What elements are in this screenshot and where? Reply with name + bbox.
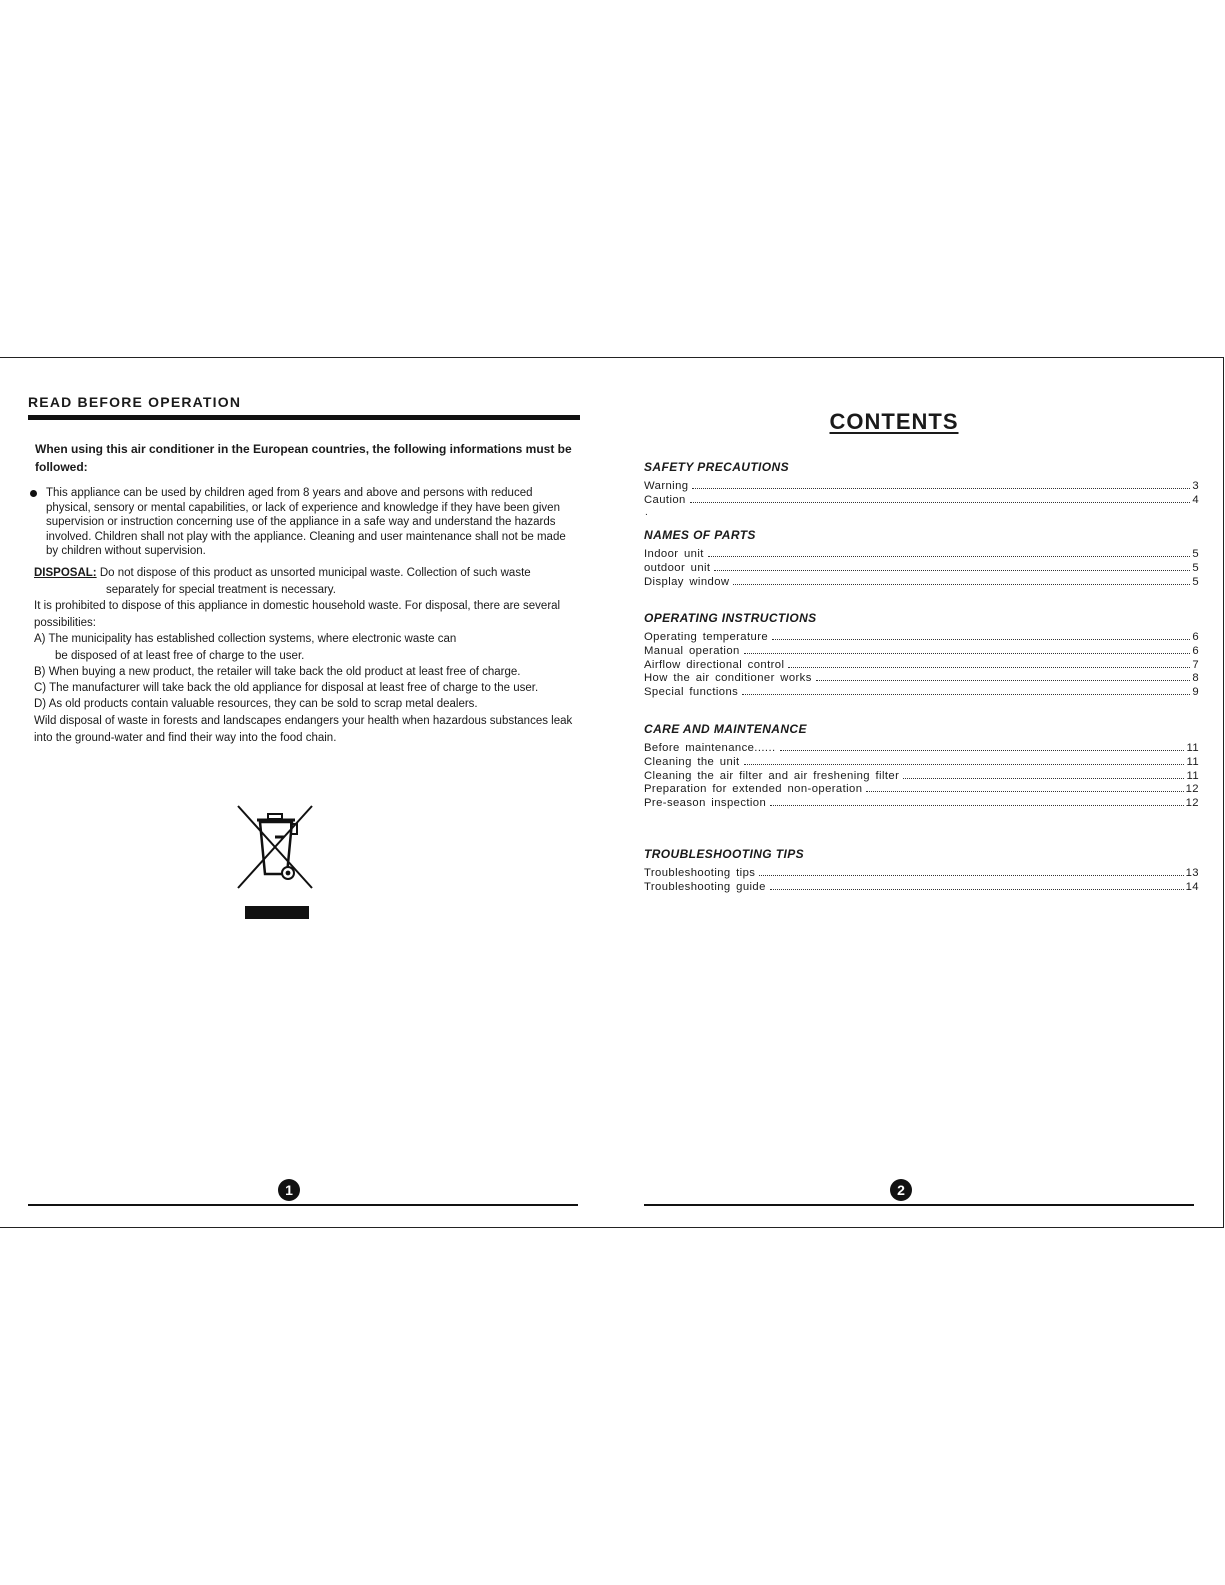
toc-page: 6 [1192, 631, 1199, 643]
toc-page: 3 [1192, 480, 1199, 492]
weee-black-bar [245, 906, 309, 919]
toc-heading: SAFETY PRECAUTIONS [644, 460, 789, 474]
disposal-text-1: Do not dispose of this product as unsorted municipal waste. Collection of such waste [99, 567, 531, 579]
toc-entry-extended-non-operation[interactable] [644, 783, 1199, 797]
bullet-icon [30, 490, 37, 497]
children-safety-text: This appliance can be used by children aged from 8 years and above and persons with reduced physical, sensory or mental capabilities, or lack of experience and knowledge if they have been given supervision or instruction concerning use of the appliance in a safe way and understand the hazards involved. Children shall not play with the appliance. Cleaning and user maintenance shall not be made by children without supervision. [46, 487, 566, 557]
toc-heading: NAMES OF PARTS [644, 528, 756, 542]
toc-section-care [644, 722, 1199, 811]
toc-page: 4 [1192, 493, 1199, 506]
toc-label: Cleaning the unit [644, 755, 740, 768]
toc-entry-airflow-control[interactable] [644, 659, 1199, 673]
toc-entry-outdoor-unit[interactable] [644, 562, 1199, 576]
toc-page: 7 [1192, 658, 1199, 671]
dot-leader [742, 694, 1190, 695]
toc-entry-troubleshooting-guide[interactable] [644, 881, 1199, 895]
dot-leader [903, 778, 1184, 779]
dot-leader [788, 667, 1190, 668]
toc-label: How the air conditioner works [644, 672, 812, 685]
read-before-operation-title: READ BEFORE OPERATION [28, 394, 242, 410]
toc-entry-special-functions[interactable] [644, 686, 1199, 700]
toc-page: 12 [1185, 783, 1199, 796]
dot-leader [866, 791, 1183, 792]
toc-label: Pre-season inspection [644, 797, 767, 810]
prohibited-paragraph: It is prohibited to dispose of this appliance in domestic household waste. For disposal, there are several possibilities: [34, 600, 561, 629]
possibility-c: C) The manufacturer will take back the old appliance for disposal at least free of charge to the user. [34, 682, 539, 694]
toc-page: 6 [1192, 644, 1199, 657]
toc-label: Operating temperature [644, 631, 769, 643]
contents-title: CONTENTS [829, 409, 959, 434]
toc-entry-indoor-unit[interactable] [644, 548, 1199, 562]
toc-label: Manual operation [644, 644, 740, 657]
toc-section-troubleshooting [644, 847, 1199, 895]
children-safety-bullet [28, 486, 580, 559]
toc-entry-manual-operation[interactable] [644, 645, 1199, 659]
right-footer-rule [644, 1204, 1194, 1206]
dot-leader [780, 750, 1185, 751]
dot-leader [690, 502, 1191, 503]
toc-page: 5 [1192, 575, 1199, 588]
toc-label: Special functions [644, 686, 739, 699]
toc-entry-caution[interactable] [644, 494, 1199, 508]
stray-mark: . [645, 506, 648, 518]
eu-intro: When using this air conditioner in the European countries, the following informations must be followed: [35, 442, 572, 474]
dot-leader [733, 584, 1190, 585]
possibility-d: D) As old products contain valuable resources, they can be sold to scrap metal dealers. [34, 698, 478, 710]
toc-entry-cleaning-unit[interactable] [644, 756, 1199, 770]
toc-page: 11 [1186, 742, 1199, 754]
toc-label: Preparation for extended non-operation [644, 783, 863, 796]
possibility-a [34, 631, 586, 664]
possibility-b: B) When buying a new product, the retailer will take back the old product at least free of charge. [34, 666, 521, 678]
toc-label: Indoor unit [644, 548, 704, 560]
toc-label: Cleaning the air filter and air freshening filter [644, 769, 900, 782]
toc-heading: TROUBLESHOOTING TIPS [644, 847, 805, 861]
toc-page: 11 [1186, 769, 1199, 782]
possibility-a-line-2: be disposed of at least free of charge to the user. [55, 649, 305, 662]
toc-label: Caution [644, 493, 686, 506]
left-footer-rule [28, 1204, 578, 1206]
dot-leader [816, 680, 1191, 681]
dot-leader [714, 570, 1190, 571]
title-rule [28, 415, 580, 420]
toc-label: Troubleshooting tips [644, 867, 756, 879]
toc-page: 12 [1185, 797, 1199, 810]
crossed-out-bin-icon [235, 804, 315, 890]
toc-page: 9 [1192, 686, 1199, 699]
disposal-text-2: separately for special treatment is necessary. [106, 583, 336, 596]
toc-entry-cleaning-filter[interactable] [644, 770, 1199, 784]
toc-label: Troubleshooting guide [644, 880, 766, 893]
toc-page: 11 [1186, 755, 1199, 768]
right-page [644, 358, 1199, 1227]
toc-entry-before-maintenance[interactable] [644, 742, 1199, 756]
disposal-label: DISPOSAL: [34, 567, 97, 579]
toc-entry-how-it-works[interactable] [644, 672, 1199, 686]
dot-leader [772, 639, 1190, 640]
toc-entry-troubleshooting-tips[interactable] [644, 867, 1199, 881]
toc-heading: OPERATING INSTRUCTIONS [644, 611, 817, 625]
manual-spread [0, 357, 1224, 1228]
toc-section-safety [644, 460, 1199, 518]
dot-leader [759, 875, 1183, 876]
toc-section-parts [644, 528, 1199, 589]
possibility-a-line-1: A) The municipality has established collection systems, where electronic waste can [34, 633, 457, 645]
toc-page: 5 [1192, 548, 1199, 560]
dot-leader [744, 764, 1185, 765]
toc-entry-operating-temperature[interactable] [644, 631, 1199, 645]
toc-section-operating [644, 611, 1199, 700]
toc-page: 5 [1192, 561, 1199, 574]
dot-leader [708, 556, 1191, 557]
toc-label: Before maintenance...... [644, 742, 776, 754]
toc-label: outdoor unit [644, 561, 711, 574]
toc-label: Display window [644, 575, 730, 588]
dot-leader [744, 653, 1191, 654]
toc-heading: CARE AND MAINTENANCE [644, 722, 807, 736]
toc-page: 8 [1192, 672, 1199, 685]
page-number-1: 1 [278, 1179, 300, 1201]
toc-page: 14 [1185, 880, 1199, 893]
left-page [28, 358, 584, 1227]
dot-leader [770, 805, 1183, 806]
dot-leader [692, 488, 1190, 489]
toc-entry-warning[interactable] [644, 480, 1199, 494]
page-number-2: 2 [890, 1179, 912, 1201]
wild-disposal-warning: Wild disposal of waste in forests and landscapes endangers your health when hazardous substances leak into the ground-water and find their way into the food chain. [34, 715, 573, 744]
toc-entry-pre-season-inspection[interactable] [644, 797, 1199, 811]
toc-entry-display-window[interactable] [644, 576, 1199, 590]
disposal-paragraph [34, 565, 582, 598]
toc-label: Airflow directional control [644, 658, 785, 671]
dot-leader [770, 889, 1184, 890]
toc-label: Warning [644, 480, 689, 492]
toc-page: 13 [1185, 867, 1199, 879]
